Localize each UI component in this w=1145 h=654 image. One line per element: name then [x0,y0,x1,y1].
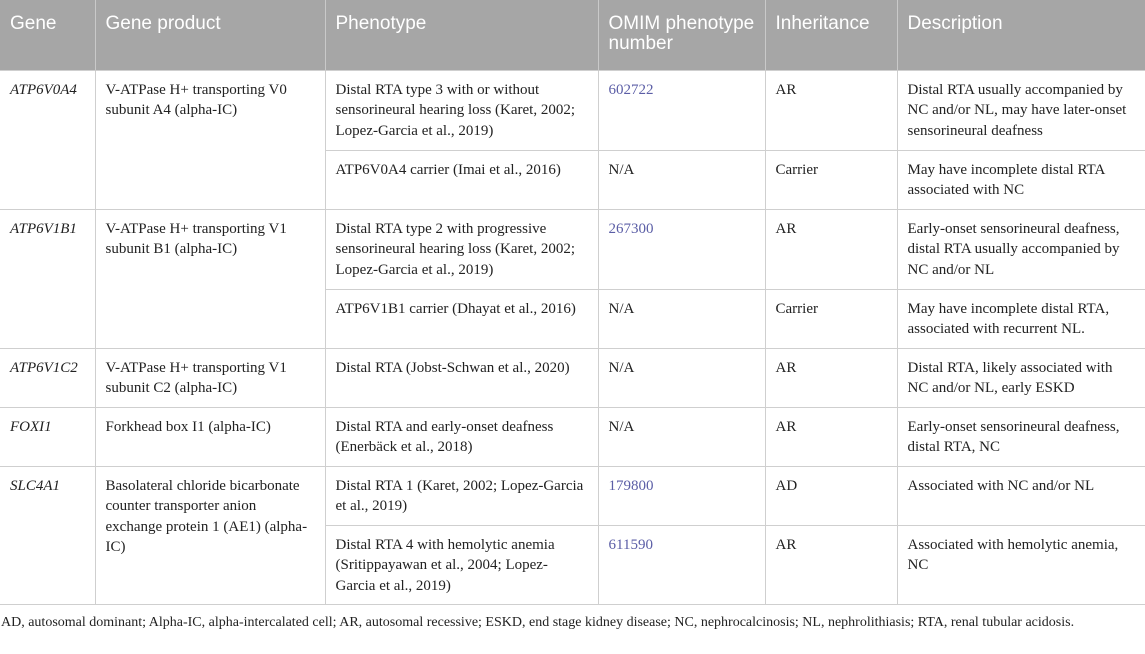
omim-cell [598,525,765,605]
header-row [0,0,1145,70]
inheritance-cell: Carrier [765,150,897,209]
omim-link[interactable]: 611590 [608,536,653,553]
phenotype-cell: Distal RTA type 3 with or without sensorineural hearing loss (Karet, 2002; Lopez-Garcia et al., 2019) [325,70,598,150]
gene-cell: ATP6V0A4 [0,70,95,209]
inheritance-cell: AR [765,70,897,150]
header-phenotype: Phenotype [325,0,598,70]
header-omim: OMIM phenotype number [598,0,765,70]
phenotype-cell: ATP6V0A4 carrier (Imai et al., 2016) [325,150,598,209]
gene-cell: ATP6V1C2 [0,348,95,407]
gene-cell: FOXI1 [0,407,95,466]
omim-cell: N/A [598,150,765,209]
inheritance-cell: AR [765,407,897,466]
omim-cell [598,209,765,289]
gene-product-cell: V-ATPase H+ transporting V1 subunit C2 (alpha-IC) [95,348,325,407]
description-cell: Early-onset sensorineural deafness, distal RTA usually accompanied by NC and/or NL [897,209,1145,289]
gene-product-cell: Basolateral chloride bicarbonate counter transporter anion exchange protein 1 (AE1) (alpha-IC) [95,466,325,605]
gene-cell: ATP6V1B1 [0,209,95,348]
header-gene: Gene [0,0,95,70]
inheritance-cell: AR [765,525,897,605]
omim-cell: N/A [598,289,765,348]
phenotype-cell: Distal RTA (Jobst-Schwan et al., 2020) [325,348,598,407]
description-cell: Associated with NC and/or NL [897,466,1145,525]
omim-link[interactable]: 267300 [608,220,654,237]
table-row [0,70,1145,150]
table-header [0,0,1145,70]
omim-cell: N/A [598,348,765,407]
gene-product-cell: V-ATPase H+ transporting V1 subunit B1 (alpha-IC) [95,209,325,348]
description-cell: Early-onset sensorineural deafness, distal RTA, NC [897,407,1145,466]
inheritance-cell: AR [765,348,897,407]
omim-link[interactable]: 602722 [608,81,654,98]
description-cell: May have incomplete distal RTA, associated with recurrent NL. [897,289,1145,348]
phenotype-cell: Distal RTA type 2 with progressive sensorineural hearing loss (Karet, 2002; Lopez-Garcia et al., 2019) [325,209,598,289]
description-cell: Associated with hemolytic anemia, NC [897,525,1145,605]
description-cell: May have incomplete distal RTA associated with NC [897,150,1145,209]
phenotype-cell: ATP6V1B1 carrier (Dhayat et al., 2016) [325,289,598,348]
description-cell: Distal RTA, likely associated with NC and/or NL, early ESKD [897,348,1145,407]
description-cell: Distal RTA usually accompanied by NC and/or NL, may have later-onset sensorineural deafness [897,70,1145,150]
header-gene-product: Gene product [95,0,325,70]
table-row [0,348,1145,407]
table-footnote: AD, autosomal dominant; Alpha-IC, alpha-intercalated cell; AR, autosomal recessive; ESKD, end stage kidney disease; NC, nephrocalcinosis; NL, nephrolithiasis; RTA, renal tubular acidosis. [1,615,1075,630]
table-row [0,466,1145,525]
header-description: Description [897,0,1145,70]
inheritance-cell: Carrier [765,289,897,348]
table-body [0,70,1145,605]
table-row [0,209,1145,289]
phenotype-cell: Distal RTA 4 with hemolytic anemia (Sritippayawan et al., 2004; Lopez-Garcia et al., 2019) [325,525,598,605]
gene-product-cell: Forkhead box I1 (alpha-IC) [95,407,325,466]
omim-link[interactable]: 179800 [608,477,654,494]
omim-cell [598,70,765,150]
inheritance-cell: AD [765,466,897,525]
phenotype-cell: Distal RTA and early-onset deafness (Enerbäck et al., 2018) [325,407,598,466]
table-row [0,407,1145,466]
gene-cell: SLC4A1 [0,466,95,605]
inheritance-cell: AR [765,209,897,289]
omim-cell: N/A [598,407,765,466]
gene-product-cell: V-ATPase H+ transporting V0 subunit A4 (alpha-IC) [95,70,325,209]
phenotype-cell: Distal RTA 1 (Karet, 2002; Lopez-Garcia et al., 2019) [325,466,598,525]
omim-cell [598,466,765,525]
header-inheritance: Inheritance [765,0,897,70]
